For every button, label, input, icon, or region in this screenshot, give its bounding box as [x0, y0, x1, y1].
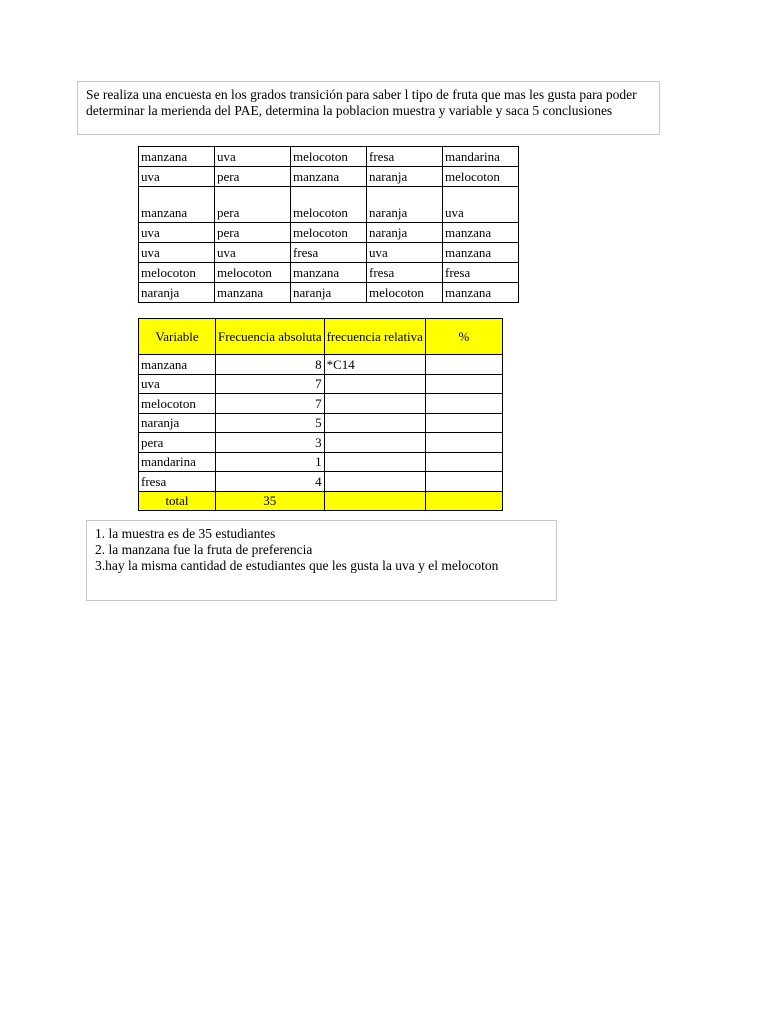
- table-row: [139, 167, 519, 187]
- frequency-table: [138, 318, 503, 511]
- total-row: [139, 491, 503, 511]
- header-variable: Variable: [139, 319, 216, 355]
- table-cell: melocoton: [443, 167, 519, 187]
- table-row: [139, 394, 503, 414]
- relative-cell: [324, 433, 425, 453]
- variable-cell: mandarina: [139, 452, 216, 472]
- relative-cell: [324, 452, 425, 472]
- table-cell: uva: [443, 187, 519, 223]
- variable-cell: melocoton: [139, 394, 216, 414]
- table-row: [139, 433, 503, 453]
- table-row: [139, 147, 519, 167]
- survey-data-table: [138, 146, 519, 303]
- table-cell: manzana: [139, 147, 215, 167]
- table-cell: melocoton: [291, 147, 367, 167]
- conclusion-line: 1. la muestra es de 35 estudiantes: [95, 526, 276, 541]
- total-percent: [425, 491, 502, 511]
- table-cell: melocoton: [367, 283, 443, 303]
- table-cell: naranja: [367, 167, 443, 187]
- percent-cell: [425, 472, 502, 492]
- table-cell: fresa: [367, 147, 443, 167]
- table-cell: uva: [139, 167, 215, 187]
- header-relative-frequency: frecuencia relativa: [324, 319, 425, 355]
- conclusion-line: 3.hay la misma cantidad de estudiantes que les gusta la uva y el melocoton: [95, 558, 499, 573]
- table-cell: manzana: [443, 223, 519, 243]
- table-cell: naranja: [291, 283, 367, 303]
- intro-line-1: Se realiza una encuesta en los grados transición para saber l tipo de fruta que mas les gusta para poder: [86, 87, 637, 102]
- table-cell: manzana: [443, 283, 519, 303]
- table-cell: manzana: [139, 187, 215, 223]
- percent-cell: [425, 394, 502, 414]
- table-cell: melocoton: [139, 263, 215, 283]
- variable-cell: fresa: [139, 472, 216, 492]
- table-cell: manzana: [443, 243, 519, 263]
- table-cell: manzana: [291, 167, 367, 187]
- table-header-row: [139, 319, 503, 355]
- absolute-cell: 3: [216, 433, 325, 453]
- absolute-cell: 1: [216, 452, 325, 472]
- table-cell: mandarina: [443, 147, 519, 167]
- table-cell: melocoton: [291, 187, 367, 223]
- table-row: [139, 263, 519, 283]
- variable-cell: pera: [139, 433, 216, 453]
- header-percent: %: [425, 319, 502, 355]
- percent-cell: [425, 433, 502, 453]
- absolute-cell: 5: [216, 413, 325, 433]
- percent-cell: [425, 452, 502, 472]
- table-row: [139, 413, 503, 433]
- table-row: [139, 452, 503, 472]
- absolute-cell: 4: [216, 472, 325, 492]
- table-cell: manzana: [215, 283, 291, 303]
- table-cell: uva: [367, 243, 443, 263]
- intro-text-box: [77, 81, 660, 135]
- relative-cell: [324, 472, 425, 492]
- table-cell: manzana: [291, 263, 367, 283]
- table-cell: pera: [215, 187, 291, 223]
- table-cell: pera: [215, 167, 291, 187]
- table-row: [139, 472, 503, 492]
- variable-cell: uva: [139, 374, 216, 394]
- variable-cell: naranja: [139, 413, 216, 433]
- table-row: [139, 243, 519, 263]
- relative-cell: *C14: [324, 355, 425, 375]
- table-cell: uva: [215, 147, 291, 167]
- percent-cell: [425, 355, 502, 375]
- absolute-cell: 7: [216, 374, 325, 394]
- absolute-cell: 7: [216, 394, 325, 414]
- table-cell: uva: [139, 223, 215, 243]
- table-cell: uva: [139, 243, 215, 263]
- absolute-cell: 8: [216, 355, 325, 375]
- conclusions-text-box: [86, 520, 557, 601]
- header-absolute-frequency: Frecuencia absoluta: [216, 319, 325, 355]
- intro-line-2: determinar la merienda del PAE, determina la poblacion muestra y variable y saca 5 conclusiones: [86, 103, 613, 118]
- percent-cell: [425, 413, 502, 433]
- table-cell: melocoton: [291, 223, 367, 243]
- conclusion-line: 2. la manzana fue la fruta de preferencia: [95, 542, 313, 557]
- table-row: [139, 223, 519, 243]
- relative-cell: [324, 394, 425, 414]
- total-relative: [324, 491, 425, 511]
- table-cell: fresa: [291, 243, 367, 263]
- total-absolute: 35: [216, 491, 325, 511]
- table-cell: fresa: [367, 263, 443, 283]
- table-cell: naranja: [367, 223, 443, 243]
- table-cell: naranja: [139, 283, 215, 303]
- table-cell: uva: [215, 243, 291, 263]
- relative-cell: [324, 374, 425, 394]
- table-cell: melocoton: [215, 263, 291, 283]
- percent-cell: [425, 374, 502, 394]
- table-row: [139, 187, 519, 223]
- table-row: [139, 283, 519, 303]
- table-cell: naranja: [367, 187, 443, 223]
- table-row: [139, 355, 503, 375]
- table-row: [139, 374, 503, 394]
- variable-cell: manzana: [139, 355, 216, 375]
- relative-cell: [324, 413, 425, 433]
- table-cell: fresa: [443, 263, 519, 283]
- total-label: total: [139, 491, 216, 511]
- table-cell: pera: [215, 223, 291, 243]
